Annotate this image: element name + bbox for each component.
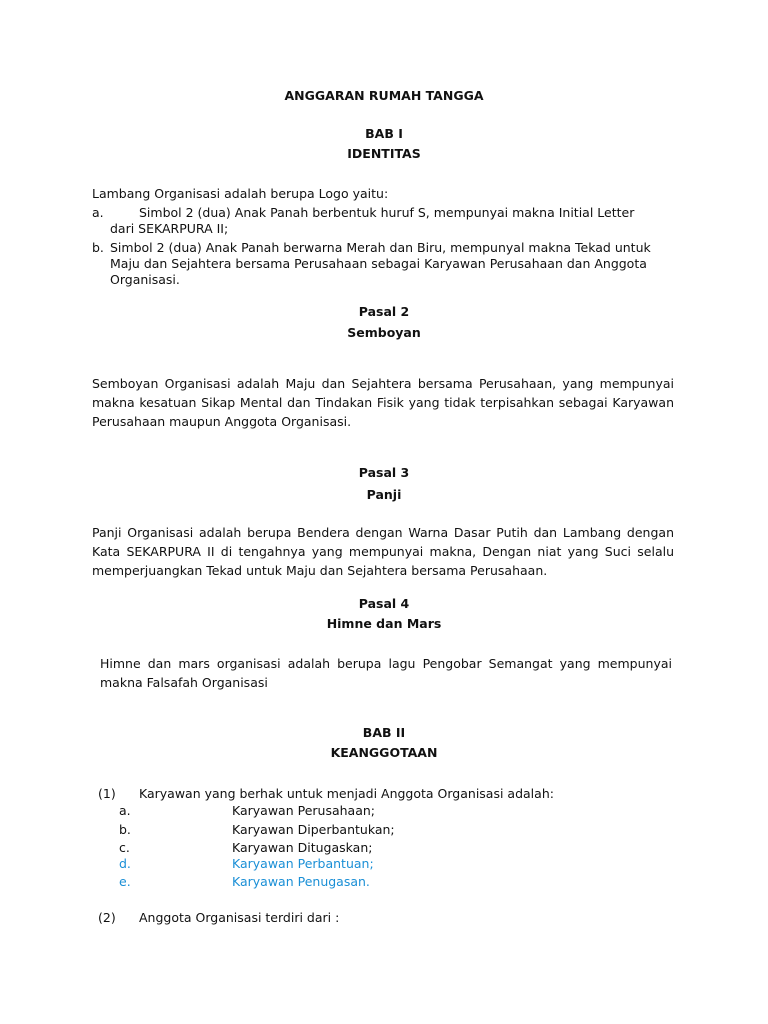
- pasal4-heading: Himne dan Mars: [326, 616, 442, 631]
- lambang-a-marker: a.: [92, 205, 104, 220]
- item1-text: Karyawan yang berhak untuk menjadi Anggota Organisasi adalah:: [139, 786, 554, 801]
- item1-number: (1): [98, 786, 116, 801]
- lambang-a-line1: Simbol 2 (dua) Anak Panah berbentuk huruf S, mempunyai makna Initial Letter: [139, 205, 635, 220]
- pasal2-heading: Semboyan: [347, 325, 421, 340]
- sub-item-text: Karyawan Perbantuan;: [232, 856, 374, 871]
- sub-item-text: Karyawan Perusahaan;: [232, 803, 376, 818]
- lambang-a-line2: dari SEKARPURA II;: [110, 221, 229, 236]
- bab2-heading: KEANGGOTAAN: [330, 745, 438, 760]
- sub-item-marker: d.: [119, 856, 131, 871]
- pasal4-label: Pasal 4: [358, 596, 410, 611]
- bab2-label: BAB II: [362, 725, 406, 740]
- pasal3-text: Panji Organisasi adalah berupa Bendera dengan Warna Dasar Putih dan Lambang dengan Kata SEKARPURA II di tengahnya yang mempunyai makna, Dengan niat yang Suci selalu memperjuangkan Tekad untuk Maju dan Sejahtera bersama Perusahaan.: [92, 525, 674, 578]
- pasal3-heading: Panji: [366, 487, 402, 502]
- sub-item-marker: e.: [119, 874, 131, 889]
- bab1-label: BAB I: [365, 126, 403, 141]
- lambang-b-line2: Maju dan Sejahtera bersama Perusahaan sebagai Karyawan Perusahaan dan Anggota: [110, 256, 647, 271]
- document-title: ANGGARAN RUMAH TANGGA: [284, 88, 484, 103]
- bab1-heading: IDENTITAS: [347, 146, 421, 161]
- sub-item-text: Karyawan Ditugaskan;: [232, 840, 373, 855]
- item2-text: Anggota Organisasi terdiri dari :: [139, 910, 340, 925]
- item2-number: (2): [98, 910, 116, 925]
- pasal2-text: Semboyan Organisasi adalah Maju dan Sejahtera bersama Perusahaan, yang mempunyai makna kesatuan Sikap Mental dan Tindakan Fisik yang tidak terpisahkan sebagai Karyawan Perusahaan maupun Anggota Organisasi.: [92, 376, 674, 429]
- sub-item-marker: b.: [119, 822, 131, 837]
- sub-item-marker: c.: [119, 840, 130, 855]
- sub-item-text: Karyawan Diperbantukan;: [232, 822, 395, 837]
- sub-item-marker: a.: [119, 803, 131, 818]
- lambang-b-marker: b.: [92, 240, 104, 255]
- lambang-b-line3: Organisasi.: [110, 272, 180, 287]
- pasal2-label: Pasal 2: [358, 304, 410, 319]
- lambang-intro: Lambang Organisasi adalah berupa Logo yaitu:: [92, 186, 389, 201]
- pasal3-label: Pasal 3: [358, 465, 410, 480]
- sub-item-text: Karyawan Penugasan.: [232, 874, 370, 889]
- pasal4-text: Himne dan mars organisasi adalah berupa lagu Pengobar Semangat yang mempunyai makna Falsafah Organisasi: [100, 656, 672, 690]
- lambang-b-line1: Simbol 2 (dua) Anak Panah berwarna Merah dan Biru, mempunyal makna Tekad untuk: [110, 240, 651, 255]
